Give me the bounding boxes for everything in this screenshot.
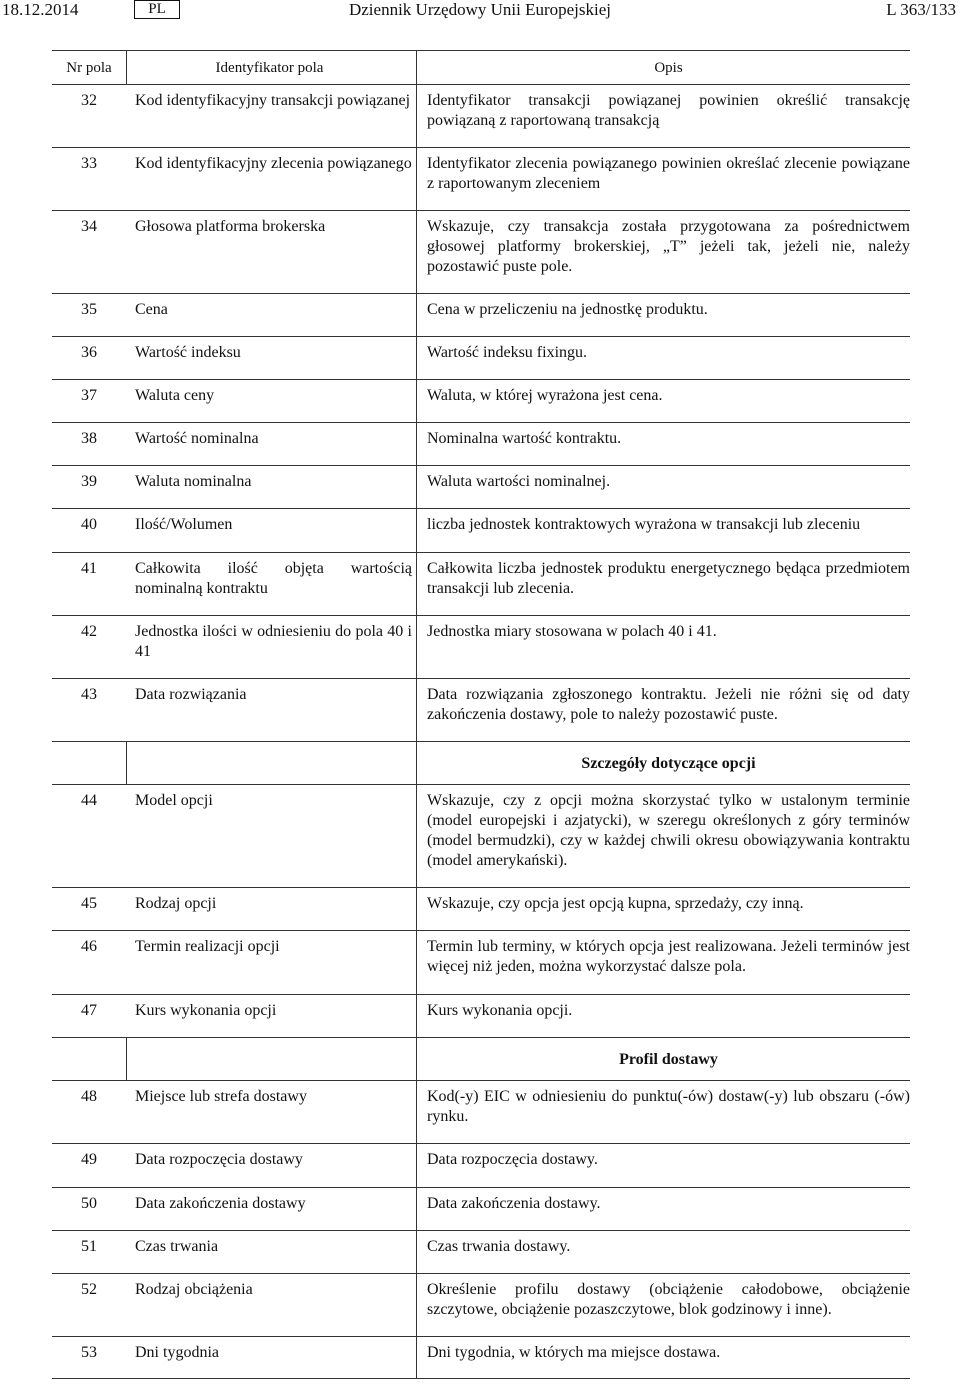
field-number: 45 [81,895,97,912]
rows-options [52,785,910,1038]
field-description: Identyfikator transakcji powiązanej powinien określić transakcję powiązaną z raportowaną transakcją [416,85,910,147]
table-row [52,211,910,294]
field-description: Określenie profilu dostawy (obciążenie całodobowe, obciążenie szczytowe, obciążenie pozaszczytowe, blok godzinowy i inne). [416,1274,910,1336]
rows-main [52,85,910,742]
section-title-options: Szczegóły dotyczące opcji [416,742,910,785]
field-number: 51 [81,1238,97,1255]
section-title-delivery: Profil dostawy [416,1038,910,1081]
field-description: Całkowita liczba jednostek produktu energetycznego będąca przedmiotem transakcji lub zlecenia. [416,553,910,615]
field-number: 43 [81,686,97,703]
field-identifier: Data rozwiązania [135,686,247,703]
fields-table [52,50,910,1379]
table-row [52,995,910,1038]
field-identifier: Data zakończenia dostawy [135,1195,306,1212]
table-row [52,679,910,742]
field-number: 48 [81,1088,97,1105]
table-row [52,380,910,423]
table-row [52,1337,910,1379]
table-row [52,553,910,616]
field-description: Data zakończenia dostawy. [416,1188,910,1230]
publication-date: 18.12.2014 [2,0,79,19]
field-identifier: Waluta nominalna [135,473,252,490]
field-description: Waluta wartości nominalnej. [416,466,910,508]
field-number: 33 [81,155,97,172]
field-description: Wskazuje, czy transakcja została przygotowana za pośrednictwem głosowej platformy brokerskiej, „T” jeżeli tak, jeżeli nie, należy pozostawić puste pole. [416,211,910,293]
field-number: 35 [81,301,97,318]
table-row [52,1188,910,1231]
field-description: Nominalna wartość kontraktu. [416,423,910,465]
table-row [52,785,910,888]
field-identifier: Czas trwania [135,1238,219,1255]
table-row [52,509,910,553]
table-row [52,423,910,466]
field-number: 41 [81,560,97,577]
field-description: Data rozpoczęcia dostawy. [416,1144,910,1187]
field-identifier: Kod identyfikacyjny zlecenia powiązanego [135,155,412,172]
table-row [52,888,910,931]
language-badge: PL [134,0,180,19]
field-identifier: Kod identyfikacyjny transakcji powiązanej [135,92,411,109]
field-description: Waluta, w której wyrażona jest cena. [416,380,910,422]
table-row [52,85,910,148]
field-description: Czas trwania dostawy. [416,1231,910,1273]
field-identifier: Rodzaj obciążenia [135,1281,253,1298]
table-row [52,1274,910,1337]
field-identifier: Model opcji [135,792,213,809]
section-row-options [52,742,910,785]
section-row-delivery [52,1038,910,1081]
field-identifier: Miejsce lub strefa dostawy [135,1088,307,1105]
field-number: 37 [81,387,97,404]
table-row [52,294,910,337]
field-description: Kurs wykonania opcji. [416,995,910,1037]
table-header-row [52,50,910,85]
field-number: 42 [81,623,97,640]
field-identifier: Termin realizacji opcji [135,938,280,955]
field-number: 52 [81,1281,97,1298]
field-number: 38 [81,430,97,447]
field-description: Wskazuje, czy z opcji można skorzystać tylko w ustalonym terminie (model europejski i azjatycki), w szeregu określonych z góry terminów (model bermudzki), czy w każdej chwili okresu obowiązywania kontraktu (model amerykański). [416,785,910,887]
field-number: 50 [81,1195,97,1212]
field-identifier: Waluta ceny [135,387,215,404]
table-row [52,337,910,380]
table-row [52,1144,910,1188]
field-description: Termin lub terminy, w których opcja jest realizowana. Jeżeli terminów jest więcej niż jeden, można wykorzystać dalsze pola. [416,931,910,994]
field-number: 53 [81,1344,97,1361]
field-description: Cena w przeliczeniu na jednostkę produktu. [416,294,910,336]
field-description: liczba jednostek kontraktowych wyrażona w transakcji lub zleceniu [416,509,910,552]
journal-title: Dziennik Urzędowy Unii Europejskiej [348,0,611,19]
field-description: Jednostka miary stosowana w polach 40 i 41. [416,616,910,678]
field-number: 32 [81,92,97,109]
rows-delivery [52,1081,910,1379]
field-identifier: Całkowita ilość objęta wartością nominalną kontraktu [135,560,412,597]
table-row [52,1081,910,1144]
field-identifier: Wartość indeksu [135,344,241,361]
field-description: Wskazuje, czy opcja jest opcją kupna, sprzedaży, czy inną. [416,888,910,930]
field-number: 39 [81,473,97,490]
field-identifier: Data rozpoczęcia dostawy [135,1151,303,1168]
field-identifier: Ilość/Wolumen [135,516,233,533]
field-description: Kod(-y) EIC w odniesieniu do punktu(-ów) dostaw(-y) lub obszaru (-ów) rynku. [416,1081,910,1143]
field-description: Wartość indeksu fixingu. [416,337,910,379]
field-identifier: Kurs wykonania opcji [135,1002,277,1019]
table-row [52,148,910,211]
field-identifier: Rodzaj opcji [135,895,217,912]
field-description: Identyfikator zlecenia powiązanego powinien określać zlecenie powiązane z raportowanym zleceniem [416,148,910,210]
table-row [52,466,910,509]
field-description: Data rozwiązania zgłoszonego kontraktu. Jeżeli nie różni się od daty zakończenia dostawy, pole to należy pozostawić puste. [416,679,910,741]
field-number: 34 [81,218,97,235]
field-description: Dni tygodnia, w których ma miejsce dostawa. [416,1337,910,1378]
column-header-number: Nr pola [66,60,112,76]
field-number: 40 [81,516,97,533]
field-number: 46 [81,938,97,955]
field-number: 44 [81,792,97,809]
field-identifier: Dni tygodnia [135,1344,219,1361]
page-header [0,0,960,22]
field-identifier: Głosowa platforma brokerska [135,218,326,235]
field-number: 36 [81,344,97,361]
table-row [52,1231,910,1274]
field-identifier: Wartość nominalna [135,430,259,447]
field-number: 47 [81,1002,97,1019]
column-header-description: Opis [416,51,910,85]
table-row [52,616,910,679]
page-reference: L 363/133 [886,0,956,19]
column-header-identifier: Identyfikator pola [126,51,416,85]
field-identifier: Cena [135,301,168,318]
field-identifier: Jednostka ilości w odniesieniu do pola 40 i 41 [135,623,412,660]
table-row [52,931,910,995]
field-number: 49 [81,1151,97,1168]
